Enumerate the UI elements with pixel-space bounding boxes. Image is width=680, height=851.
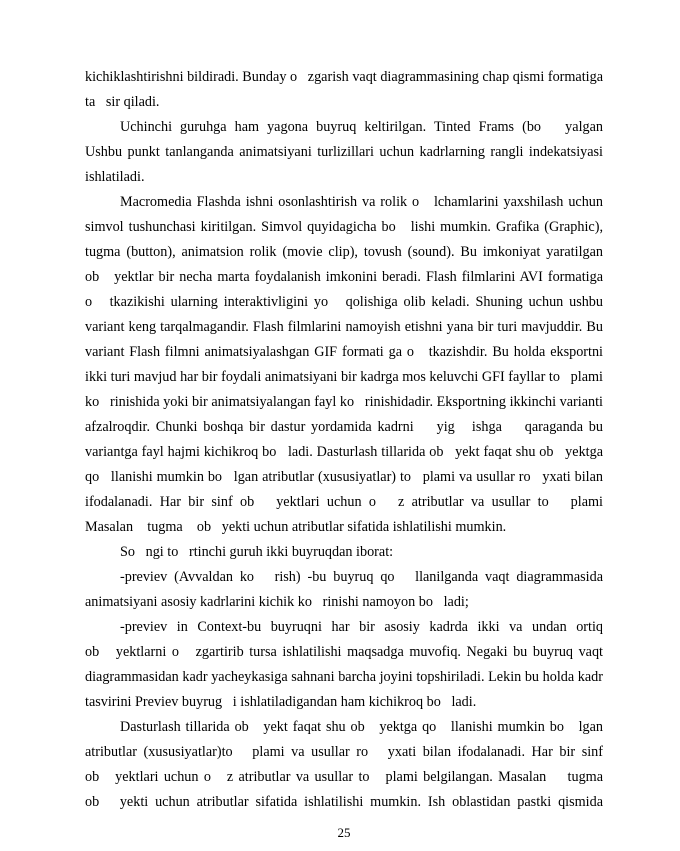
text-line: ob yektlar bir necha marta foydalanish imkonini beradi. Flash filmlarini AVI formatiga [85, 269, 603, 285]
text-line: ikki turi mavjud har bir foydali animatsiyani bir kadrga mos keluvchi GFI fayllar to plami [85, 369, 603, 385]
text-line: atributlar (xususiyatlar)to plami va usullar ro yxati bilan ifodalanadi. Har bir sinf [85, 744, 603, 760]
text-line: tugma (button), animatsion rolik (movie clip), tovush (sound). Bu imkoniyat yaratilgan [85, 244, 603, 260]
text-line: ob yektlarni o zgartirib tursa ishlatilishi maqsadga muvofiq. Negaki bu buyruq vaqt [85, 644, 603, 660]
text-line: ob yekti uchun atributlar sifatida ishlatilishi mumkin. Ish oblastidan pastki qismida [85, 794, 603, 810]
text-line: afzalroqdir. Chunki boshqa bir dastur yordamida kadrni yig ishga qaraganda bu [85, 419, 603, 435]
text-line: So ngi to rtinchi guruh ikki buyruqdan iborat: [120, 544, 394, 560]
text-line: ishlatiladi. [85, 169, 145, 185]
text-line: kichiklashtirishni bildiradi. Bunday o zgarish vaqt diagrammasining chap qismi formatiga [85, 69, 603, 85]
text-line: animatsiyani asosiy kadrlarini kichik ko rinishi namoyon bo ladi; [85, 594, 469, 610]
text-line: Uchinchi guruhga ham yagona buyruq keltirilgan. Tinted Frams (bo yalgan [120, 119, 603, 135]
text-line: qo llanishi mumkin bo lgan atributlar (xususiyatlar) to plami va usullar ro yxati bilan [85, 469, 603, 485]
text-line: Ushbu punkt tanlanganda animatsiyani turlizillari uchun kadrlarning rangli indekatsiyasi [85, 144, 603, 160]
text-line: tasvirini Previev buyrug i ishlatiladigandan ham kichikroq bo ladi. [85, 694, 477, 710]
page-number: 25 [337, 825, 351, 840]
text-line: Dasturlash tillarida ob yekt faqat shu ob yektga qo llanishi mumkin bo lgan [120, 719, 603, 735]
text-line: ta sir qiladi. [85, 94, 160, 110]
text-line: ob yektlari uchun o z atributlar va usullar to plami belgilangan. Masalan tugma [85, 769, 603, 785]
text-line: Macromedia Flashda ishni osonlashtirish va rolik o lchamlarini yaxshilash uchun [120, 194, 603, 210]
text-line: variantga fayl hajmi kichikroq bo ladi. Dasturlash tillarida ob yekt faqat shu ob yektga [85, 444, 603, 460]
text-line: variant keng tarqalmagandir. Flash filmlarini namoyish etishni yana bir turi mavjuddir. Bu [85, 319, 603, 335]
text-line: ifodalanadi. Har bir sinf ob yektlari uchun o z atributlar va usullar to plami [85, 494, 603, 510]
text-line: o tkazikishi ularning interaktivligini yo qolishiga olib keladi. Shuning uchun ushbu [85, 294, 603, 310]
document-body [85, 65, 603, 815]
text-line: simvol tushunchasi kiritilgan. Simvol quyidagicha bo lishi mumkin. Grafika (Graphic), [85, 219, 603, 235]
text-line: ko rinishida yoki bir animatsiyalangan fayl ko rinishidadir. Eksportning ikkinchi varianti [85, 394, 603, 410]
text-line: -previev in Context-bu buyruqni har bir asosiy kadrda ikki va undan ortiq [120, 619, 603, 635]
text-line: Masalan tugma ob yekti uchun atributlar sifatida ishlatilishi mumkin. [85, 519, 507, 535]
text-line: diagrammasidan kadr yacheykasiga sahnani barcha joyini topshiriladi. Lekin bu holda kadr [85, 669, 603, 685]
text-line: -previev (Avvaldan ko rish) -bu buyruq qo llanilganda vaqt diagrammasida [120, 569, 603, 585]
text-line: variant Flash filmni animatsiyalashgan GIF formati ga o tkazishdir. Bu holda eksportni [85, 344, 603, 360]
